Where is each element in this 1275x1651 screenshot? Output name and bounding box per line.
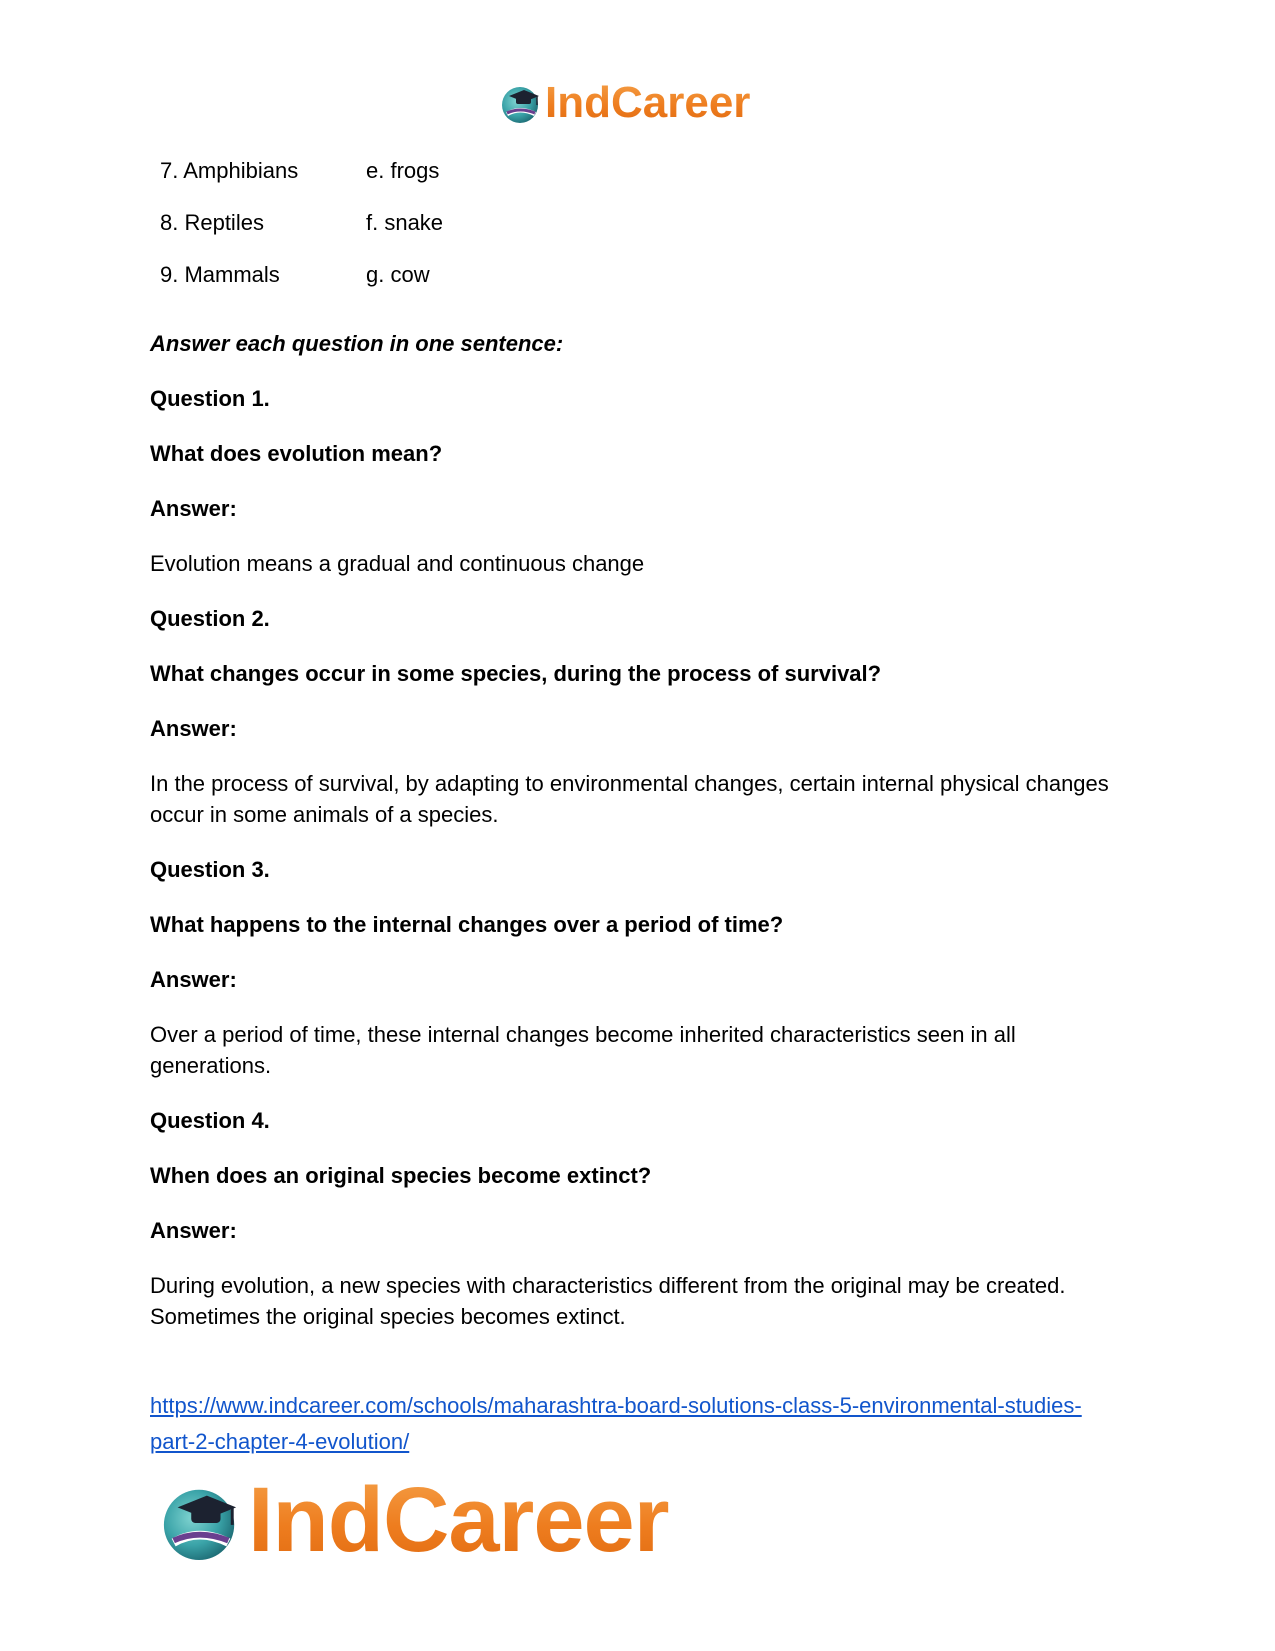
indcareer-logo-bottom — [160, 1468, 669, 1573]
source-link-line1[interactable]: https://www.indcareer.com/schools/maharashtra-board-solutions-class-5-environmental-studies- — [150, 1393, 1082, 1418]
question-label: Question 1. — [150, 386, 270, 411]
question-text: What happens to the internal changes over a period of time? — [150, 912, 784, 937]
question-label: Question 3. — [150, 857, 270, 882]
answer-text: Over a period of time, these internal changes become inherited characteristics seen in all generations. — [150, 1022, 1016, 1078]
question-text: When does an original species become extinct? — [150, 1163, 652, 1188]
answer-label: Answer: — [150, 496, 237, 521]
indcareer-logo-top — [500, 78, 750, 128]
globe-cap-icon — [500, 82, 542, 124]
answer-text: In the process of survival, by adapting to environmental changes, certain internal physical changes occur in some animals of a species. — [150, 771, 1109, 827]
question-text: What does evolution mean? — [150, 441, 443, 466]
logo-wordmark: IndCareer — [545, 78, 751, 127]
source-link[interactable] — [150, 1388, 1150, 1460]
match-right-item: f. snake — [366, 210, 444, 235]
question-label: Question 2. — [150, 606, 270, 631]
question-text: What changes occur in some species, during the process of survival? — [150, 661, 882, 686]
source-link-line2[interactable]: part-2-chapter-4-evolution/ — [150, 1429, 410, 1454]
answer-label: Answer: — [150, 1218, 237, 1243]
answer-label: Answer: — [150, 716, 237, 741]
match-left-item: 7. Amphibians — [160, 158, 299, 183]
answer-text: During evolution, a new species with characteristics different from the original may be created. Sometimes the original species becomes extinct. — [150, 1273, 1066, 1329]
answer-label: Answer: — [150, 967, 237, 992]
answer-text: Evolution means a gradual and continuous change — [150, 551, 645, 576]
match-right-item: g. cow — [366, 262, 430, 287]
globe-cap-icon — [160, 1480, 242, 1562]
question-label: Question 4. — [150, 1108, 270, 1133]
logo-wordmark: IndCareer — [248, 1469, 669, 1571]
match-left-item: 8. Reptiles — [160, 210, 264, 235]
match-right-item: e. frogs — [366, 158, 440, 183]
section-heading: Answer each question in one sentence: — [150, 331, 564, 356]
match-left-item: 9. Mammals — [160, 262, 280, 287]
